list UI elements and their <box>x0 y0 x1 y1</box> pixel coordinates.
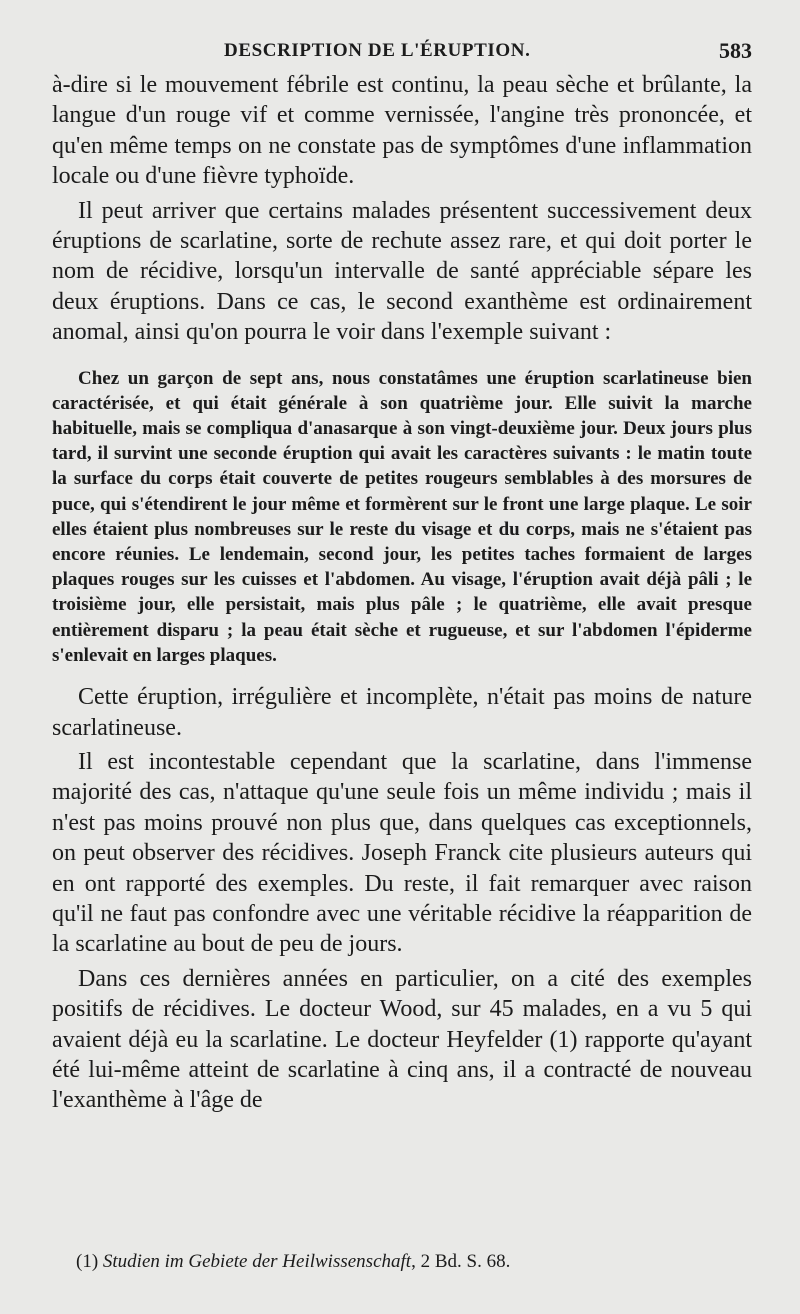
footnote-marker: (1) <box>76 1251 99 1272</box>
page-number: 583 <box>719 38 752 63</box>
paragraph-recent-examples: Dans ces dernières années en particulier, on a cité des exemples positifs de récidives. Le docteur Wood, sur 45 malades, en a vu 5 qui avaient déjà eu la scarlatine. Le docteur Heyfelder (1) rapporte qu'ayant été lui-même atteint de scarlatine à cinq ans, il a contracté de nouveau l'exanthème à l'âge de <box>52 965 752 1114</box>
case-report: Chez un garçon de sept ans, nous constatâmes une éruption scarlatineuse bien caractérisée, et qui était générale à son quatrième jour. Elle suivit la marche habituelle, mais se compliqua d'anasarque à son vingt-deuxième jour. Deux jours plus tard, il survint une seconde éruption qui avait les caractères suivants : le matin toute la surface du corps était couverte de petites rougeurs semblables à des morsures de puce, qui s'étendirent le jour même et formèrent sur le front une large plaque. Le soir elles étaient plus nombreuses sur le reste du visage et du corps, mais ne s'étaient pas encore réunies. Le lendemain, second jour, les petites taches formaient de larges plaques rouges sur les cuisses et l'abdomen. Au visage, l'éruption avait déjà pâli ; le troisième jour, elle persistait, mais plus pâle ; le quatrième, elle avait presque entièrement disparu ; la peau était sèche et rugueuse, et sur l'abdomen l'épiderme s'enlevait en larges plaques. <box>52 367 752 666</box>
paragraph-conclusion: Cette éruption, irrégulière et incomplète, n'était pas moins de nature scarlatineuse. <box>52 684 752 741</box>
paragraph-incontestable: Il est incontestable cependant que la scarlatine, dans l'immense majorité des cas, n'attaque qu'une seule fois un même individu ; mais il n'est pas moins prouvé non plus que, dans quelques cas exceptionnels, on peut observer des récidives. Joseph Franck cite plusieurs auteurs qui en ont rapporté des exemples. Du reste, il fait remarquer avec raison qu'il ne faut pas confondre avec une véritable récidive la réapparition de la scarlatine au bout de peu de jours. <box>52 748 752 958</box>
footnote-title: Studien im Gebiete der Heilwissenschaft <box>102 1251 412 1272</box>
body-text <box>52 70 752 1116</box>
footnote <box>76 1250 736 1274</box>
running-head: DESCRIPTION DE L'ÉRUPTION. <box>224 40 531 61</box>
paragraph-recidive-intro: Il peut arriver que certains malades présentent successivement deux éruptions de scarlatine, sorte de rechute assez rare, et qui doit porter le nom de récidive, lorsqu'un intervalle de santé appréciable sépare les deux éruptions. Dans ce cas, le second exanthème est ordinairement anomal, ainsi qu'on pourra le voir dans l'exemple suivant : <box>52 197 752 346</box>
page-header <box>52 36 752 66</box>
footnote-reference: , 2 Bd. S. 68. <box>411 1251 511 1272</box>
paragraph-continuation: à-dire si le mouvement fébrile est continu, la peau sèche et brûlante, la langue d'un rouge vif et comme vernissée, l'angine très prononcée, et qu'en même temps on ne constate pas de symptômes d'une inflammation locale ou d'une fièvre typhoïde. <box>52 72 752 190</box>
